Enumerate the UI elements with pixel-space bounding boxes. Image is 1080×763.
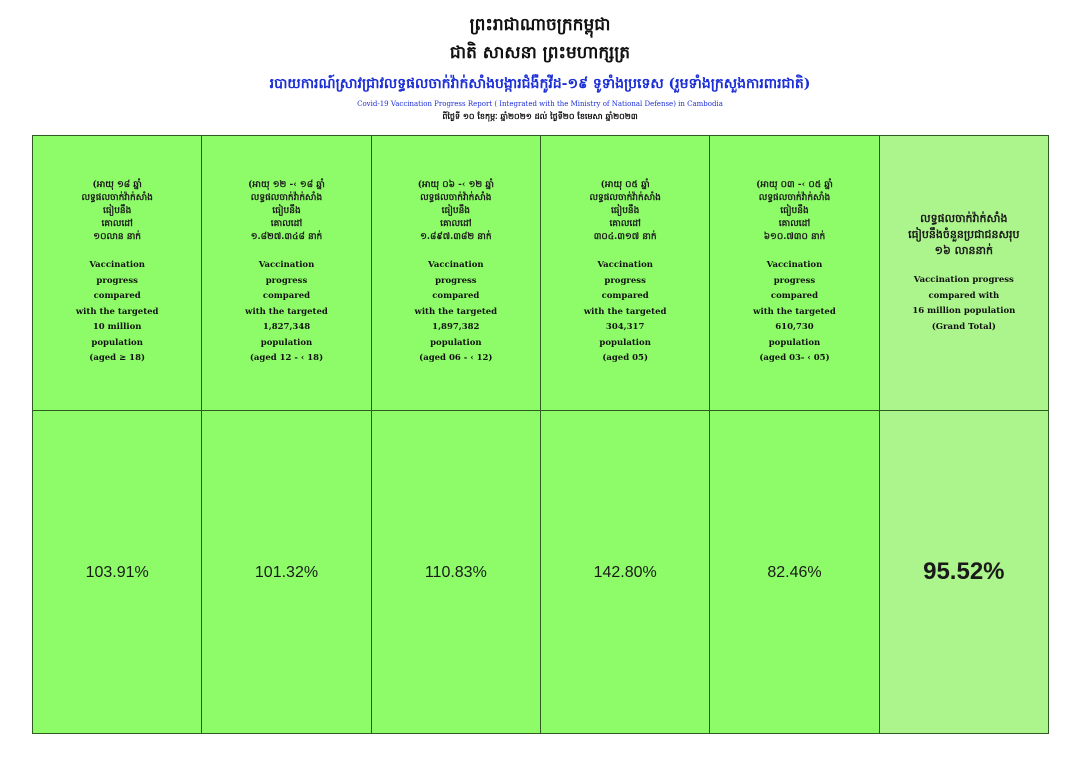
english-description: Vaccination progress compared with 16 million population (Grand Total) bbox=[912, 275, 1016, 332]
percent-cell-aged-06-12 bbox=[371, 411, 540, 734]
khmer-description: (អាយុ ០៣ -‹ ០៥ ឆ្នាំ លទ្ធផលចាក់វ៉ាក់សាំង ធៀបនឹង គោលដៅ ៦១០.៧៣០ នាក់ bbox=[756, 180, 833, 243]
percent-value: 101.32% bbox=[254, 564, 319, 581]
description-row bbox=[33, 136, 1049, 411]
khmer-description: (អាយុ ០៦ -‹ ១២ ឆ្នាំ លទ្ធផលចាក់វ៉ាក់សាំង ធៀបនឹង គោលដៅ ១.៨៩៧.៣៨២ នាក់ bbox=[417, 180, 494, 243]
khmer-description: (អាយុ ០៥ ឆ្នាំ លទ្ធផលចាក់វ៉ាក់សាំង ធៀបនឹង គោលដៅ ៣០៤.៣១៧ នាក់ bbox=[589, 180, 661, 243]
percent-cell-aged-12-18 bbox=[202, 411, 371, 734]
column-header-aged-05 bbox=[540, 136, 709, 411]
percent-cell-aged-18-plus bbox=[33, 411, 202, 734]
percent-value: 103.91% bbox=[85, 564, 149, 581]
column-header-aged-03-05 bbox=[710, 136, 879, 411]
khmer-description: (អាយុ ១៨ ឆ្នាំ លទ្ធផលចាក់វ៉ាក់សាំង ធៀបនឹង គោលដៅ ១០លាន នាក់ bbox=[81, 180, 153, 243]
english-description: Vaccination progress compared with the targeted 1,827,348 population (aged 12 - ‹ 18) bbox=[245, 260, 328, 364]
percent-value: 142.80% bbox=[593, 564, 657, 581]
column-header-aged-12-18 bbox=[202, 136, 371, 411]
column-header-aged-18-plus bbox=[33, 136, 202, 411]
kingdom-title: ព្រះរាជាណាចក្រកម្ពុជា bbox=[469, 15, 611, 35]
english-description: Vaccination progress compared with the targeted 10 million population (aged ≥ 18) bbox=[75, 260, 159, 364]
vaccination-progress-table bbox=[32, 135, 1049, 734]
report-title-english: Covid-19 Vaccination Progress Report ( Integrated with the Ministry of National Defense) in Cambodia bbox=[357, 100, 723, 108]
percent-value: 110.83% bbox=[424, 564, 487, 581]
column-header-grand-total bbox=[879, 136, 1048, 411]
grand-total-percent-value: 95.52% bbox=[923, 558, 1005, 585]
report-title-khmer: របាយការណ៍ស្រាវជ្រាវលទ្ធផលចាក់វ៉ាក់សាំងបង្ការជំងឺកូវីដ-១៩ ទូទាំងប្រទេស (រួមទាំងក្រសួងការពារជាតិ) bbox=[269, 76, 811, 92]
percent-cell-grand-total bbox=[879, 411, 1048, 734]
khmer-description: (អាយុ ១២ -‹ ១៨ ឆ្នាំ លទ្ធផលចាក់វ៉ាក់សាំង ធៀបនឹង គោលដៅ ១.៨២៧.៣៤៨ នាក់ bbox=[248, 180, 325, 243]
national-motto: ជាតិ សាសនា ព្រះមហាក្សត្រ bbox=[449, 43, 631, 63]
report-date-range: ពីថ្ងៃទី ១០ ខែកុម្ភៈ ឆ្នាំ២០២១ ដល់ ថ្ងៃទី២០ ខែមេសា ឆ្នាំ២០២៣ bbox=[442, 111, 638, 121]
percentage-row bbox=[33, 411, 1049, 734]
english-description: Vaccination progress compared with the targeted 1,897,382 population (aged 06 - ‹ 12) bbox=[414, 260, 498, 364]
column-header-aged-06-12 bbox=[371, 136, 540, 411]
english-description: Vaccination progress compared with the targeted 610,730 population (aged 03- ‹ 05) bbox=[753, 260, 836, 364]
percent-cell-aged-05 bbox=[540, 411, 709, 734]
khmer-description: លទ្ធផលចាក់វ៉ាក់សាំង ធៀបនឹងចំនួនប្រជាជនសរុប ១៦ លាននាក់ bbox=[908, 212, 1020, 257]
percent-value: 82.46% bbox=[767, 564, 822, 581]
percent-cell-aged-03-05 bbox=[710, 411, 879, 734]
english-description: Vaccination progress compared with the targeted 304,317 population (aged 05) bbox=[583, 260, 667, 364]
